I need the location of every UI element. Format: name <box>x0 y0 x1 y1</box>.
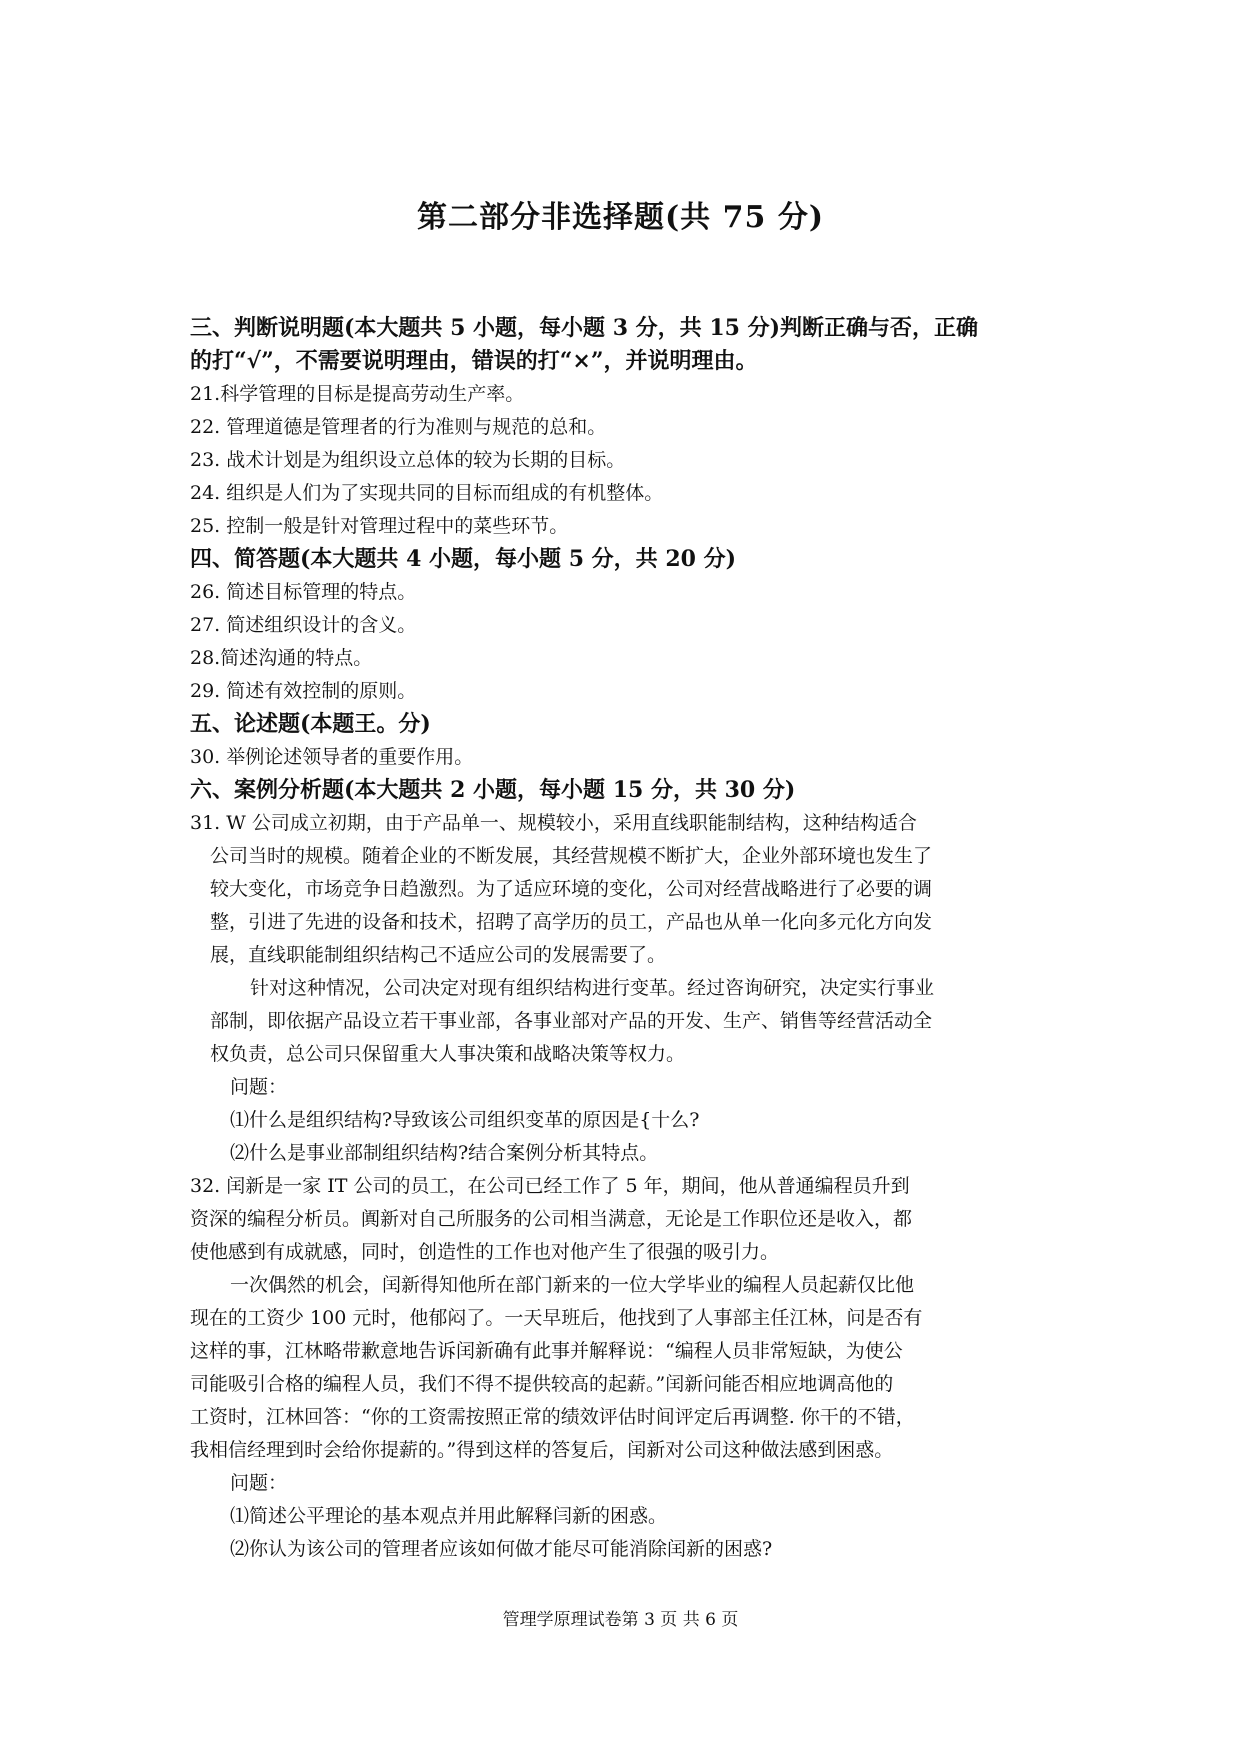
section-heading: 四、简答题(本大题共 4 小题，每小题 5 分，共 20 分) <box>190 546 737 572</box>
question-item: 30. 举例论述领导者的重要作用。 <box>190 746 474 768</box>
question-item: 24. 组织是人们为了实现共同的目标而组成的有机整体。 <box>190 482 664 504</box>
page-title: 第二部分非选择题(共 75 分) <box>416 200 825 235</box>
case-paragraph-line: 部制，即依据产品设立若干事业部，各事业部对产品的开发、生产、销售等经营活动全 <box>210 1010 933 1032</box>
case-paragraph-line: 工资时，江林回答：“你的工资需按照正常的绩效评估时间评定后再调整. 你干的不错， <box>190 1406 915 1428</box>
section-heading: 的打“√”，不需要说明理由，错误的打“×”，并说明理由。 <box>190 348 758 374</box>
question-item: 27. 简述组织设计的含义。 <box>190 614 417 636</box>
question-item: 25. 控制一般是针对管理过程中的菜些环节。 <box>190 515 569 537</box>
case-paragraph-line: 现在的工资少 100 元时，他郁闷了。一天早班后，他找到了人事部主任江林，问是否有 <box>190 1307 923 1329</box>
case-paragraph-line: 公司当时的规模。随着企业的不断发展，其经营规模不断扩大，企业外部环境也发生了 <box>210 845 933 867</box>
section-heading: 五、论述题(本题王。分) <box>190 711 431 737</box>
sub-question: ⑵什么是事业部制组织结构?结合案例分析其特点。 <box>230 1142 659 1164</box>
page-content <box>190 312 1060 1566</box>
case-paragraph-line: 32. 闰新是一家 IT 公司的员工，在公司已经工作了 5 年，期间，他从普通编程员升到 <box>190 1175 910 1197</box>
case-paragraph-line: 资深的编程分析员。阗新对自己所服务的公司相当满意，无论是工作职位还是收入，都 <box>190 1208 913 1230</box>
question-item: 26. 简述目标管理的特点。 <box>190 581 417 603</box>
case-paragraph-line: 司能吸引合格的编程人员，我们不得不提供较高的起薪。”闰新问能否相应地调高他的 <box>190 1373 894 1395</box>
case-paragraph-line: 针对这种情况，公司决定对现有组织结构进行变革。经过咨询研究，决定实行事业 <box>250 977 935 999</box>
question-item: 22. 管理道德是管理者的行为准则与规范的总和。 <box>190 416 607 438</box>
sub-question: ⑴简述公平理论的基本观点并用此解释闫新的困惑。 <box>230 1505 668 1527</box>
question-label: 问题： <box>230 1472 288 1494</box>
case-paragraph-line: 较大变化，市场竞争日趋激烈。为了适应环境的变化，公司对经营战略进行了必要的调 <box>210 878 933 900</box>
question-label: 问题： <box>230 1076 288 1098</box>
case-paragraph-line: 一次偶然的机会，闰新得知他所在部门新来的一位大学毕业的编程人员起薪仅比他 <box>230 1274 915 1296</box>
case-paragraph-line: 我相信经理到时会给你提薪的。”得到这样的答复后，闰新对公司这种做法感到困惑。 <box>190 1439 894 1461</box>
question-item: 23. 战术计划是为组织设立总体的较为长期的目标。 <box>190 449 626 471</box>
case-paragraph-line: 展，直线职能制组织结构己不适应公司的发展需要了。 <box>210 944 667 966</box>
section-heading: 三、判断说明题(本大题共 5 小题，每小题 3 分，共 15 分)判断正确与否，正确 <box>190 315 979 341</box>
case-paragraph-line: 这样的事，江林略带歉意地告诉闰新确有此事并解释说：“编程人员非常短缺，为使公 <box>190 1340 903 1362</box>
page-footer: 管理学原理试卷第 3 页 共 6 页 <box>502 1610 739 1630</box>
question-item: 21.科学管理的目标是提高劳动生产率。 <box>190 383 525 405</box>
case-paragraph-line: 整，引进了先进的设备和技术，招聘了高学历的员工，产品也从单一化向多元化方向发 <box>210 911 933 933</box>
question-item: 28.简述沟通的特点。 <box>190 647 373 669</box>
sub-question: ⑴什么是组织结构?导致该公司组织变革的原因是{十么? <box>230 1109 700 1131</box>
case-paragraph-line: 权负责，总公司只保留重大人事决策和战略决策等权力。 <box>210 1043 686 1065</box>
sub-question: ⑵你认为该公司的管理者应该如何做才能尽可能消除闰新的困惑? <box>230 1538 773 1560</box>
question-item: 29. 简述有效控制的原则。 <box>190 680 417 702</box>
case-paragraph-line: 使他感到有成就感，同时，创造性的工作也对他产生了很强的吸引力。 <box>190 1241 780 1263</box>
case-paragraph-line: 31. W 公司成立初期，由于产品单一、规模较小，采用直线职能制结构，这种结构适合 <box>190 812 917 834</box>
section-heading: 六、案例分析题(本大题共 2 小题，每小题 15 分，共 30 分) <box>190 777 796 803</box>
